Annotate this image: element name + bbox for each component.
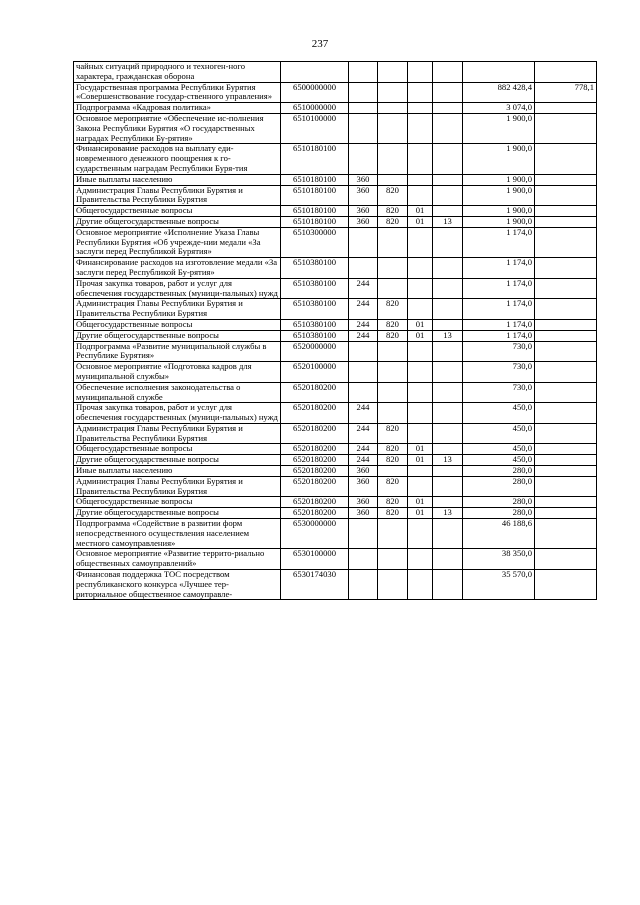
administrator-code-cell: 820 (378, 299, 408, 320)
administrator-code-cell (378, 382, 408, 403)
amount-extra-cell: 778,1 (535, 82, 597, 103)
section-cell (408, 519, 433, 549)
row-name-cell: Общегосударственные вопросы (74, 444, 281, 455)
table-row (74, 382, 597, 403)
program-code-cell: 6500000000 (281, 82, 349, 103)
table-row (74, 519, 597, 549)
administrator-code-cell (378, 570, 408, 600)
table-row (74, 113, 597, 143)
program-code-cell: 6530000000 (281, 519, 349, 549)
expense-type-cell (349, 570, 378, 600)
administrator-code-cell (378, 174, 408, 185)
table-row (74, 508, 597, 519)
row-name-cell: Администрация Главы Республики Бурятия и Правительства Республики Бурятия (74, 476, 281, 497)
section-cell (408, 185, 433, 206)
program-code-cell: 6510380100 (281, 258, 349, 279)
expense-type-cell: 360 (349, 216, 378, 227)
amount-extra-cell (535, 549, 597, 570)
expense-type-cell (349, 258, 378, 279)
subsection-cell (433, 382, 463, 403)
expense-type-cell: 360 (349, 476, 378, 497)
table-row (74, 497, 597, 508)
subsection-cell: 13 (433, 330, 463, 341)
amount-extra-cell (535, 403, 597, 424)
table-row (74, 476, 597, 497)
row-name-cell: Общегосударственные вопросы (74, 319, 281, 330)
table-row (74, 403, 597, 424)
section-cell: 01 (408, 444, 433, 455)
row-name-cell: Финансовая поддержка ТОС посредством республиканского конкурса «Лучшее тер-риториальное общественное самоуправле- (74, 570, 281, 600)
row-name-cell: Подпрограмма «Содействие в развитии форм непосредственного осуществления населением местного самоуправления» (74, 519, 281, 549)
expense-type-cell (349, 549, 378, 570)
row-name-cell: Другие общегосударственные вопросы (74, 455, 281, 466)
row-name-cell: Основное мероприятие «Подготовка кадров для муниципальной службы» (74, 362, 281, 383)
amount-cell: 450,0 (463, 444, 535, 455)
section-cell (408, 362, 433, 383)
amount-cell: 280,0 (463, 476, 535, 497)
amount-cell: 1 174,0 (463, 258, 535, 279)
subsection-cell (433, 476, 463, 497)
table-row (74, 444, 597, 455)
program-code-cell: 6520180200 (281, 466, 349, 477)
row-name-cell: Обеспечение исполнения законодательства о муниципальной службе (74, 382, 281, 403)
expense-type-cell: 360 (349, 174, 378, 185)
expense-type-cell: 244 (349, 423, 378, 444)
administrator-code-cell (378, 258, 408, 279)
expense-type-cell (349, 82, 378, 103)
budget-table (73, 61, 597, 600)
section-cell (408, 382, 433, 403)
expense-type-cell: 244 (349, 403, 378, 424)
amount-cell: 882 428,4 (463, 82, 535, 103)
expense-type-cell: 360 (349, 508, 378, 519)
amount-cell: 46 188,6 (463, 519, 535, 549)
expense-type-cell: 244 (349, 278, 378, 299)
amount-cell: 450,0 (463, 455, 535, 466)
administrator-code-cell (378, 144, 408, 174)
subsection-cell (433, 113, 463, 143)
program-code-cell: 6520180200 (281, 403, 349, 424)
subsection-cell (433, 444, 463, 455)
amount-cell: 38 350,0 (463, 549, 535, 570)
amount-extra-cell (535, 476, 597, 497)
row-name-cell: Подпрограмма «Кадровая политика» (74, 103, 281, 114)
expense-type-cell (349, 227, 378, 257)
amount-extra-cell (535, 455, 597, 466)
program-code-cell: 6510180100 (281, 206, 349, 217)
administrator-code-cell (378, 113, 408, 143)
amount-cell: 1 174,0 (463, 330, 535, 341)
subsection-cell (433, 62, 463, 83)
administrator-code-cell: 820 (378, 508, 408, 519)
amount-extra-cell (535, 341, 597, 362)
table-row (74, 185, 597, 206)
subsection-cell (433, 103, 463, 114)
amount-cell: 1 900,0 (463, 206, 535, 217)
table-row (74, 319, 597, 330)
administrator-code-cell (378, 82, 408, 103)
row-name-cell: чайных ситуаций природного и техноген-ного характера, гражданская оборона (74, 62, 281, 83)
subsection-cell (433, 174, 463, 185)
amount-extra-cell (535, 185, 597, 206)
program-code-cell: 6520180200 (281, 444, 349, 455)
administrator-code-cell: 820 (378, 330, 408, 341)
table-row (74, 466, 597, 477)
program-code-cell: 6530174030 (281, 570, 349, 600)
amount-extra-cell (535, 423, 597, 444)
expense-type-cell: 244 (349, 444, 378, 455)
administrator-code-cell (378, 466, 408, 477)
section-cell (408, 341, 433, 362)
subsection-cell (433, 258, 463, 279)
expense-type-cell: 244 (349, 299, 378, 320)
administrator-code-cell (378, 362, 408, 383)
amount-cell: 730,0 (463, 382, 535, 403)
table-row (74, 570, 597, 600)
subsection-cell (433, 362, 463, 383)
table-row (74, 227, 597, 257)
program-code-cell: 6510180100 (281, 144, 349, 174)
program-code-cell: 6510380100 (281, 278, 349, 299)
amount-cell: 1 900,0 (463, 174, 535, 185)
table-row (74, 278, 597, 299)
subsection-cell (433, 82, 463, 103)
table-row (74, 206, 597, 217)
amount-extra-cell (535, 278, 597, 299)
row-name-cell: Другие общегосударственные вопросы (74, 216, 281, 227)
amount-extra-cell (535, 508, 597, 519)
amount-cell (463, 62, 535, 83)
administrator-code-cell (378, 103, 408, 114)
subsection-cell (433, 299, 463, 320)
administrator-code-cell (378, 341, 408, 362)
budget-table-body (74, 62, 597, 600)
amount-cell: 35 570,0 (463, 570, 535, 600)
administrator-code-cell: 820 (378, 444, 408, 455)
subsection-cell (433, 423, 463, 444)
section-cell: 01 (408, 497, 433, 508)
table-row (74, 216, 597, 227)
section-cell (408, 466, 433, 477)
row-name-cell: Финансирование расходов на выплату еди-новременного денежного поощрения к го-сударственным наградам Республики Буря-тия (74, 144, 281, 174)
amount-extra-cell (535, 497, 597, 508)
amount-cell: 450,0 (463, 423, 535, 444)
administrator-code-cell (378, 549, 408, 570)
row-name-cell: Прочая закупка товаров, работ и услуг для обеспечения государственных (муници-пальных) нужд (74, 278, 281, 299)
subsection-cell (433, 227, 463, 257)
program-code-cell: 6510180100 (281, 174, 349, 185)
amount-extra-cell (535, 330, 597, 341)
amount-extra-cell (535, 113, 597, 143)
subsection-cell (433, 519, 463, 549)
program-code-cell: 6510000000 (281, 103, 349, 114)
subsection-cell (433, 206, 463, 217)
program-code-cell: 6510180100 (281, 216, 349, 227)
subsection-cell (433, 570, 463, 600)
administrator-code-cell: 820 (378, 185, 408, 206)
section-cell (408, 278, 433, 299)
program-code-cell: 6520000000 (281, 341, 349, 362)
expense-type-cell: 360 (349, 206, 378, 217)
amount-cell: 1 900,0 (463, 113, 535, 143)
section-cell (408, 103, 433, 114)
expense-type-cell (349, 341, 378, 362)
amount-extra-cell (535, 362, 597, 383)
table-row (74, 62, 597, 83)
table-row (74, 341, 597, 362)
table-row (74, 82, 597, 103)
expense-type-cell (349, 62, 378, 83)
amount-extra-cell (535, 206, 597, 217)
expense-type-cell (349, 144, 378, 174)
section-cell: 01 (408, 319, 433, 330)
row-name-cell: Государственная программа Республики Бурятия «Совершенствование государ-ственного управления» (74, 82, 281, 103)
subsection-cell (433, 497, 463, 508)
row-name-cell: Финансирование расходов на изготовление медали «За заслуги перед Республикой Бу-рятия» (74, 258, 281, 279)
row-name-cell: Администрация Главы Республики Бурятия и Правительства Республики Бурятия (74, 299, 281, 320)
expense-type-cell: 244 (349, 330, 378, 341)
section-cell (408, 62, 433, 83)
subsection-cell: 13 (433, 508, 463, 519)
amount-extra-cell (535, 144, 597, 174)
row-name-cell: Общегосударственные вопросы (74, 206, 281, 217)
amount-cell: 1 174,0 (463, 227, 535, 257)
program-code-cell: 6520180200 (281, 423, 349, 444)
amount-cell: 1 900,0 (463, 144, 535, 174)
amount-cell: 1 174,0 (463, 278, 535, 299)
administrator-code-cell (378, 403, 408, 424)
amount-cell: 1 174,0 (463, 299, 535, 320)
amount-extra-cell (535, 227, 597, 257)
expense-type-cell: 244 (349, 455, 378, 466)
program-code-cell: 6520180200 (281, 476, 349, 497)
administrator-code-cell: 820 (378, 206, 408, 217)
section-cell (408, 549, 433, 570)
table-row (74, 258, 597, 279)
table-row (74, 330, 597, 341)
amount-cell: 3 074,0 (463, 103, 535, 114)
subsection-cell (433, 144, 463, 174)
amount-cell: 450,0 (463, 403, 535, 424)
subsection-cell (433, 549, 463, 570)
row-name-cell: Иные выплаты населению (74, 174, 281, 185)
expense-type-cell (349, 103, 378, 114)
amount-cell: 730,0 (463, 341, 535, 362)
expense-type-cell: 244 (349, 319, 378, 330)
expense-type-cell (349, 113, 378, 143)
administrator-code-cell (378, 278, 408, 299)
amount-extra-cell (535, 319, 597, 330)
amount-cell: 1 900,0 (463, 185, 535, 206)
table-row (74, 423, 597, 444)
program-code-cell: 6510300000 (281, 227, 349, 257)
amount-extra-cell (535, 382, 597, 403)
program-code-cell: 6530100000 (281, 549, 349, 570)
section-cell: 01 (408, 206, 433, 217)
subsection-cell (433, 466, 463, 477)
subsection-cell (433, 185, 463, 206)
row-name-cell: Администрация Главы Республики Бурятия и Правительства Республики Бурятия (74, 423, 281, 444)
row-name-cell: Другие общегосударственные вопросы (74, 508, 281, 519)
section-cell (408, 82, 433, 103)
program-code-cell: 6520180200 (281, 497, 349, 508)
amount-extra-cell (535, 444, 597, 455)
section-cell (408, 144, 433, 174)
section-cell (408, 423, 433, 444)
section-cell (408, 299, 433, 320)
section-cell (408, 113, 433, 143)
row-name-cell: Подпрограмма «Развитие муниципальной службы в Республике Бурятия» (74, 341, 281, 362)
program-code-cell: 6510100000 (281, 113, 349, 143)
table-row (74, 455, 597, 466)
section-cell: 01 (408, 508, 433, 519)
expense-type-cell: 360 (349, 497, 378, 508)
section-cell (408, 174, 433, 185)
program-code-cell: 6510380100 (281, 299, 349, 320)
program-code-cell: 6510380100 (281, 319, 349, 330)
section-cell (408, 227, 433, 257)
subsection-cell (433, 278, 463, 299)
amount-cell: 1 900,0 (463, 216, 535, 227)
program-code-cell: 6520180200 (281, 382, 349, 403)
administrator-code-cell: 820 (378, 216, 408, 227)
administrator-code-cell (378, 62, 408, 83)
expense-type-cell (349, 519, 378, 549)
amount-extra-cell (535, 258, 597, 279)
table-row (74, 299, 597, 320)
table-row (74, 549, 597, 570)
administrator-code-cell (378, 519, 408, 549)
subsection-cell: 13 (433, 216, 463, 227)
section-cell: 01 (408, 330, 433, 341)
program-code-cell: 6520100000 (281, 362, 349, 383)
subsection-cell (433, 341, 463, 362)
row-name-cell: Основное мероприятие «Исполнение Указа Главы Республики Бурятия «Об учрежде-нии медали «За заслуги перед Республикой Бурятия» (74, 227, 281, 257)
administrator-code-cell (378, 227, 408, 257)
expense-type-cell (349, 382, 378, 403)
row-name-cell: Администрация Главы Республики Бурятия и Правительства Республики Бурятия (74, 185, 281, 206)
table-row (74, 174, 597, 185)
section-cell (408, 258, 433, 279)
amount-cell: 280,0 (463, 466, 535, 477)
row-name-cell: Основное мероприятие «Обеспечение ис-полнения Закона Республики Бурятия «О государственных наградах Республики Бу-рятия» (74, 113, 281, 143)
administrator-code-cell: 820 (378, 423, 408, 444)
table-row (74, 362, 597, 383)
amount-cell: 1 174,0 (463, 319, 535, 330)
amount-cell: 280,0 (463, 508, 535, 519)
amount-extra-cell (535, 216, 597, 227)
amount-cell: 280,0 (463, 497, 535, 508)
amount-extra-cell (535, 299, 597, 320)
amount-extra-cell (535, 570, 597, 600)
row-name-cell: Другие общегосударственные вопросы (74, 330, 281, 341)
section-cell (408, 403, 433, 424)
program-code-cell: 6510380100 (281, 330, 349, 341)
expense-type-cell: 360 (349, 185, 378, 206)
subsection-cell: 13 (433, 455, 463, 466)
program-code-cell: 6520180200 (281, 455, 349, 466)
amount-extra-cell (535, 466, 597, 477)
row-name-cell: Основное мероприятие «Развитие террито-риально общественных самоуправлений» (74, 549, 281, 570)
administrator-code-cell: 820 (378, 497, 408, 508)
table-row (74, 103, 597, 114)
amount-extra-cell (535, 174, 597, 185)
page-number: 237 (311, 38, 329, 50)
expense-type-cell: 360 (349, 466, 378, 477)
program-code-cell: 6520180200 (281, 508, 349, 519)
table-row (74, 144, 597, 174)
amount-extra-cell (535, 103, 597, 114)
subsection-cell (433, 403, 463, 424)
administrator-code-cell: 820 (378, 476, 408, 497)
subsection-cell (433, 319, 463, 330)
expense-type-cell (349, 362, 378, 383)
administrator-code-cell: 820 (378, 455, 408, 466)
program-code-cell (281, 62, 349, 83)
section-cell: 01 (408, 216, 433, 227)
amount-extra-cell (535, 62, 597, 83)
row-name-cell: Общегосударственные вопросы (74, 497, 281, 508)
row-name-cell: Иные выплаты населению (74, 466, 281, 477)
row-name-cell: Прочая закупка товаров, работ и услуг для обеспечения государственных (муници-пальных) нужд (74, 403, 281, 424)
section-cell (408, 570, 433, 600)
section-cell: 01 (408, 455, 433, 466)
amount-cell: 730,0 (463, 362, 535, 383)
section-cell (408, 476, 433, 497)
administrator-code-cell: 820 (378, 319, 408, 330)
program-code-cell: 6510180100 (281, 185, 349, 206)
amount-extra-cell (535, 519, 597, 549)
